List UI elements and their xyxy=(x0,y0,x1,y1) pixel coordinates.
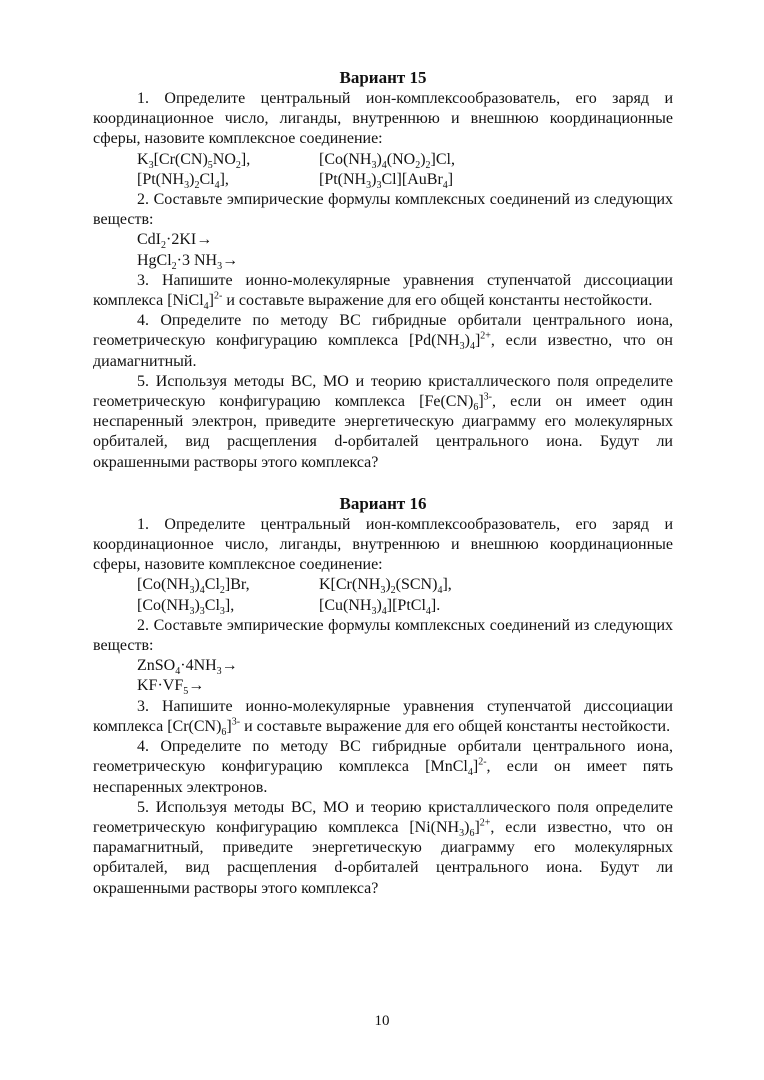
page-number: 10 xyxy=(374,1013,390,1029)
question-2 xyxy=(93,190,673,230)
question-3 xyxy=(93,271,673,311)
reaction-formula: $KF\cdot VF_5\to$ xyxy=(137,677,205,698)
question-text: 2. Составьте эмпирические формулы комплексных соединений из следующих веществ: xyxy=(93,191,673,229)
question-text: 1. Определите центральный ион-комплексообразователь, его заряд и координационное число, лиганды, внутреннюю и внешнюю координационные сферы, назовите комплексное соединение: xyxy=(93,515,673,574)
variant-15 xyxy=(93,68,673,473)
question-5 xyxy=(93,798,673,899)
compound-list xyxy=(93,150,673,190)
question-text: 5. Используя методы ВС, МО и теорию кристаллического поля определите геометрическую конфигурацию комплекса $[Ni(NH_3)_6]^{2+}$, если известно, что он парамагнитный, приведите энергетическую диаграмму его молекулярных орбиталей, вид расщепления d-орбиталей центрального иона. Будут ли окрашенными растворы этого комплекса? xyxy=(93,798,673,897)
question-text: 2. Составьте эмпирические формулы комплексных соединений из следующих веществ: xyxy=(93,616,673,655)
compound-formula: $[Co(NH_3)_4Cl_2]Br$, xyxy=(137,576,250,597)
reaction-formula: CdI$_2$·2KI→ xyxy=(137,231,213,252)
reaction-formula: HgCl$_2$·3 $NH_3\to$ xyxy=(137,251,239,272)
compound-formula: $[Co(NH_3)_4(NO_2)_2]Cl$, xyxy=(319,150,455,171)
compound-formula: $K_3[Cr(CN)_5NO_2]$, xyxy=(137,150,251,171)
compound-formula: $[Co(NH_3)_3Cl_3]$, xyxy=(137,596,235,617)
reaction-formula: $ZnSO_4\cdot 4NH_3\to$ xyxy=(137,657,238,678)
question-text: 4. Определите по методу ВС гибридные орбитали центрального иона, геометрическую конфигурацию комплекса $[Pd(NH_3)_4]^{2+}$, если известно, что он диамагнитный. xyxy=(93,312,673,370)
compound-formula: $[Pt(NH_3)_3Cl][AuBr_4]$ xyxy=(319,170,454,191)
question-text: 5. Используя методы ВС, МО и теорию кристаллического поля определите геометрическую конфигурацию комплекса $[Fe(CN)_6]^{3-}$, если он имеет один неспаренный электрон, приведите энергетическую диаграмму его молекулярных орбиталей, вид расщепления d-орбиталей центрального иона. Будут ли окрашенными растворы этого комплекса? xyxy=(93,372,673,471)
question-1 xyxy=(93,89,673,150)
compound-list xyxy=(93,575,673,615)
question-1 xyxy=(93,515,673,576)
question-text: 3. Напишите ионно-молекулярные уравнения ступенчатой диссоциации комплекса [NiCl$_4$]$^{2-}$ и составьте выражение для его общей константы нестойкости. xyxy=(93,271,673,313)
question-text: 3. Напишите ионно-молекулярные уравнения ступенчатой диссоциации комплекса $[Cr(CN)_6]^{3-}$ и составьте выражение для его общей константы нестойкости. xyxy=(93,697,673,739)
compound-formula: $K[Cr(NH_3)_2(SCN)_4]$, xyxy=(319,576,452,597)
question-3 xyxy=(93,697,673,737)
question-4 xyxy=(93,737,673,798)
question-5 xyxy=(93,372,673,473)
variant-16 xyxy=(93,494,673,899)
compound-formula: $[Pt(NH_3)_2Cl_4]$, xyxy=(137,170,229,191)
variant-title: Вариант 16 xyxy=(339,493,427,513)
question-text: 4. Определите по методу ВС гибридные орбитали центрального иона, геометрическую конфигурацию комплекса [MnCl$_4$]$^{2-}$, если он имеет пять неспаренных электронов. xyxy=(93,738,674,796)
variant-title: Вариант 15 xyxy=(339,68,427,87)
compound-formula: $[Cu(NH_3)_4][PtCl_4]$. xyxy=(319,596,441,617)
page-content xyxy=(93,68,673,920)
question-4 xyxy=(93,311,673,372)
question-text: 1. Определите центральный ион-комплексообразователь, его заряд и координационное число, лиганды, внутреннюю и внешнюю координационные сферы, назовите комплексное соединение: xyxy=(93,90,673,148)
question-2 xyxy=(93,616,673,656)
